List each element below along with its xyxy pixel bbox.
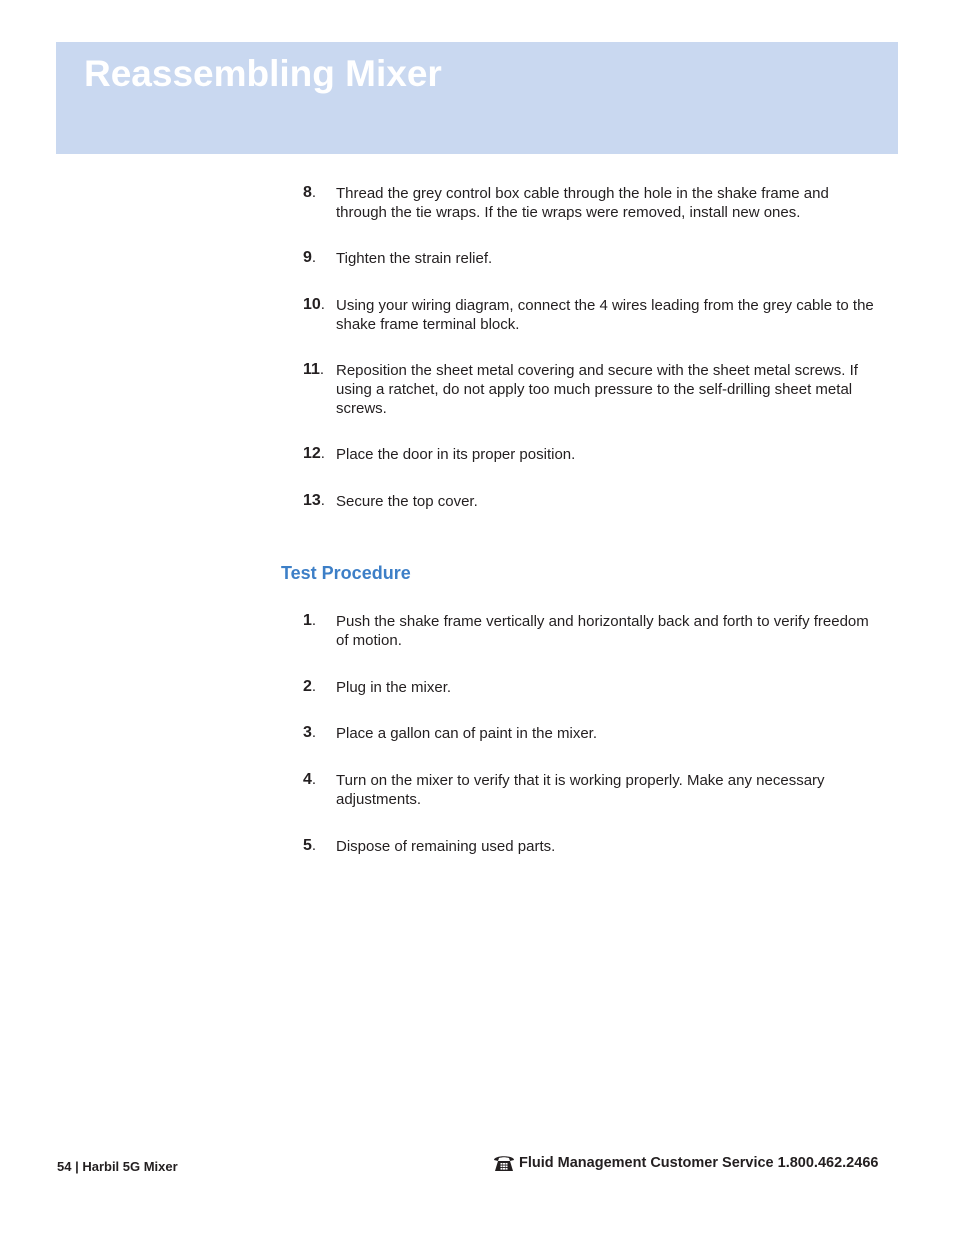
page-title: Reassembling Mixer [84,53,442,94]
step-number: 11. [303,361,325,378]
step-number: 3. [303,724,317,741]
step-number: 1. [303,612,317,629]
section-heading: Test Procedure [281,563,411,583]
step-text: Using your wiring diagram, connect the 4 wires leading from the grey cable to the shake frame terminal block. [336,297,874,333]
step-number: 10. [303,296,325,313]
step-text: Place the door in its proper position. [336,446,576,463]
step-number: 9. [303,249,317,266]
footer-contact [492,1153,878,1173]
footer-contact-text: Fluid Management Customer Service 1.800.462.2466 [519,1155,879,1171]
step-text: Push the shake frame vertically and horizontally back and forth to verify freedom of motion. [336,613,869,649]
step-text: Dispose of remaining used parts. [336,838,556,855]
step-text: Plug in the mixer. [336,679,452,696]
step-text: Turn on the mixer to verify that it is working properly. Make any necessary adjustments. [336,772,825,808]
step-number: 2. [303,678,317,695]
step-number: 12. [303,445,325,462]
step-text: Tighten the strain relief. [336,250,493,267]
step-number: 5. [303,837,317,854]
footer-page-label: 54 | Harbil 5G Mixer [57,1159,178,1174]
telephone-icon [492,1153,516,1173]
title-banner [56,42,898,154]
step-text: Thread the grey control box cable through the hole in the shake frame and through the tie wraps. If the tie wraps were removed, install new ones. [336,185,829,221]
step-number: 8. [303,184,317,201]
step-text: Place a gallon can of paint in the mixer. [336,725,597,742]
step-text: Secure the top cover. [336,493,478,510]
step-number: 13. [303,492,325,509]
step-number: 4. [303,771,317,788]
step-text: Reposition the sheet metal covering and secure with the sheet metal screws. If using a ratchet, do not apply too much pressure to the self-drilling sheet metal screws. [336,362,858,417]
